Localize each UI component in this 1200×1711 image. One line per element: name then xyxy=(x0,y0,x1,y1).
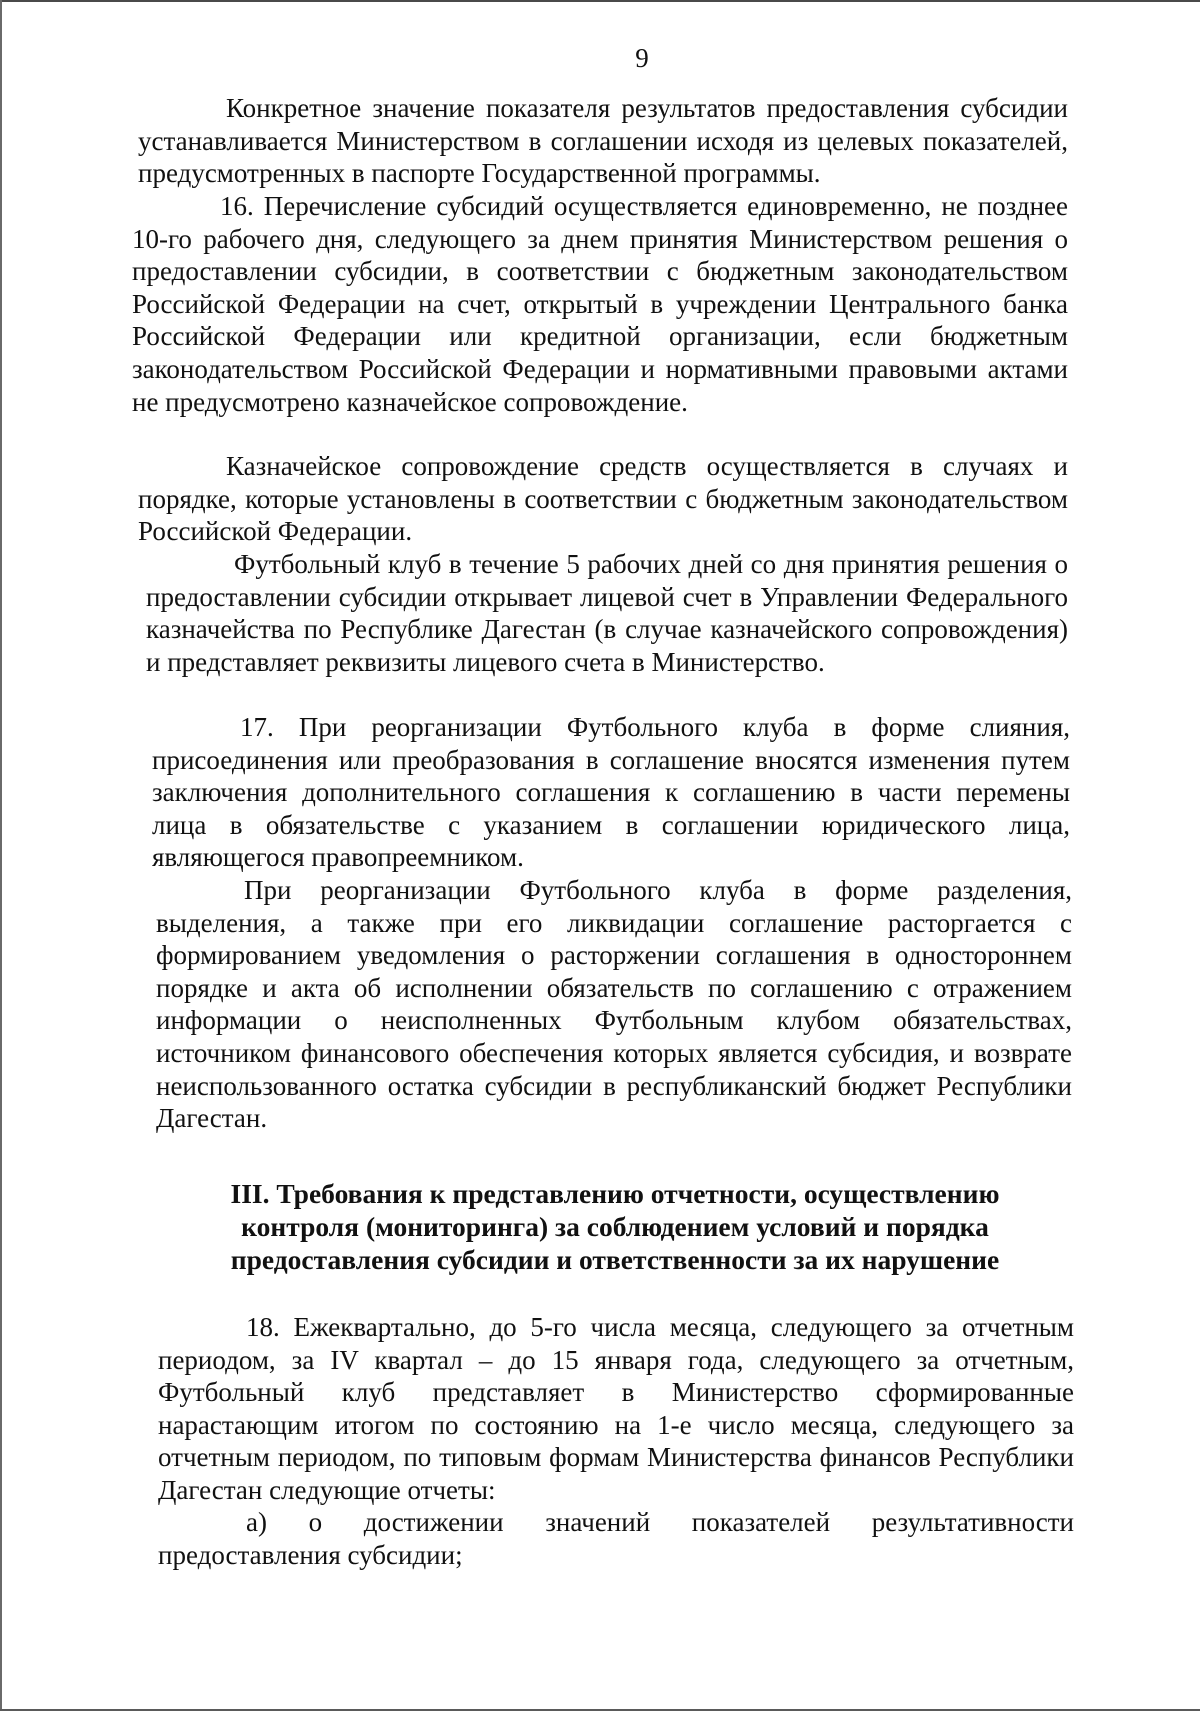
text-block-6 xyxy=(156,874,1072,1135)
text-block-5 xyxy=(152,711,1070,874)
text-block-8 xyxy=(158,1506,1074,1571)
paragraph-item-18a: а) о достижении значений показателей результативности предоставления субсидии; xyxy=(158,1507,1074,1570)
paragraph-item-18: 18. Ежеквартально, до 5-го числа месяца, следующего за отчетным периодом, за IV квартал – до 15 января года, следующего за отчетным, Футбольный клуб представляет в Министерство сформированные нарастающим итогом по состоянию на 1-е число месяца, следующего за отчетным периодом, по типовым формам Министерства финансов Республики Дагестан следующие отчеты: xyxy=(158,1312,1074,1505)
page-number: 9 xyxy=(635,43,649,73)
text-block-7 xyxy=(158,1311,1074,1507)
paragraph-treasury-support: Казначейское сопровождение средств осуществляется в случаях и порядке, которые установлены в соответствии с бюджетным законодательством Российской Федерации. xyxy=(138,451,1068,547)
text-block-3 xyxy=(138,450,1068,548)
paragraph-target-value: Конкретное значение показателя результатов предоставления субсидии устанавливается Министерством в соглашении исходя из целевых показателей, предусмотренных в паспорте Государственной программы. xyxy=(138,93,1068,189)
paragraph-item-16: 16. Перечисление субсидий осуществляется единовременно, не позднее 10-го рабочего дня, следующего за днем принятия Министерством решения о предоставлении субсидии, в соответствии с бюджетным законодательством Российской Федерации на счет, открытый в учреждении Центрального банка Российской Федерации или кредитной организации, если бюджетным законодательством Российской Федерации и нормативными правовыми актами не предусмотрено казначейское сопровождение. xyxy=(132,191,1068,417)
paragraph-item-17: 17. При реорганизации Футбольного клуба в форме слияния, присоединения или преобразования в соглашение вносятся изменения путем заключения дополнительного соглашения к соглашению в части перемены лица в обязательстве с указанием в соглашении юридического лица, являющегося правопреемником. xyxy=(152,712,1070,873)
text-block-2 xyxy=(132,190,1068,418)
scan-edge-left xyxy=(0,0,2,1711)
paragraph-reorganization: При реорганизации Футбольного клуба в форме разделения, выделения, а также при его ликвидации соглашение расторгается с формированием уведомления о расторжении соглашения в одностороннем порядке и акта об исполнении обязательств по соглашению с отражением информации о неисполненных Футбольным клубом обязательствах, источником финансового обеспечения которых является субсидия, и возврате неиспользованного остатка субсидии в республиканский бюджет Республики Дагестан. xyxy=(156,875,1072,1134)
text-block-1 xyxy=(138,92,1068,190)
section-heading-line-3: предоставления субсидии и ответственности за их нарушение xyxy=(230,1244,1000,1275)
section-heading xyxy=(200,1177,1030,1276)
section-heading-line-1: III. Требования к представлению отчетности, осуществлению xyxy=(230,1178,1000,1209)
paragraph-personal-account: Футбольный клуб в течение 5 рабочих дней со дня принятия решения о предоставлении субсидии открывает лицевой счет в Управлении Федерального казначейства по Республике Дагестан (в случае казначейского сопровождения) и представляет реквизиты лицевого счета в Министерство. xyxy=(146,549,1068,677)
text-block-4 xyxy=(146,548,1068,678)
section-heading-line-2: контроля (мониторинга) за соблюдением условий и порядка xyxy=(241,1211,989,1242)
scan-edge-top xyxy=(0,0,1200,2)
